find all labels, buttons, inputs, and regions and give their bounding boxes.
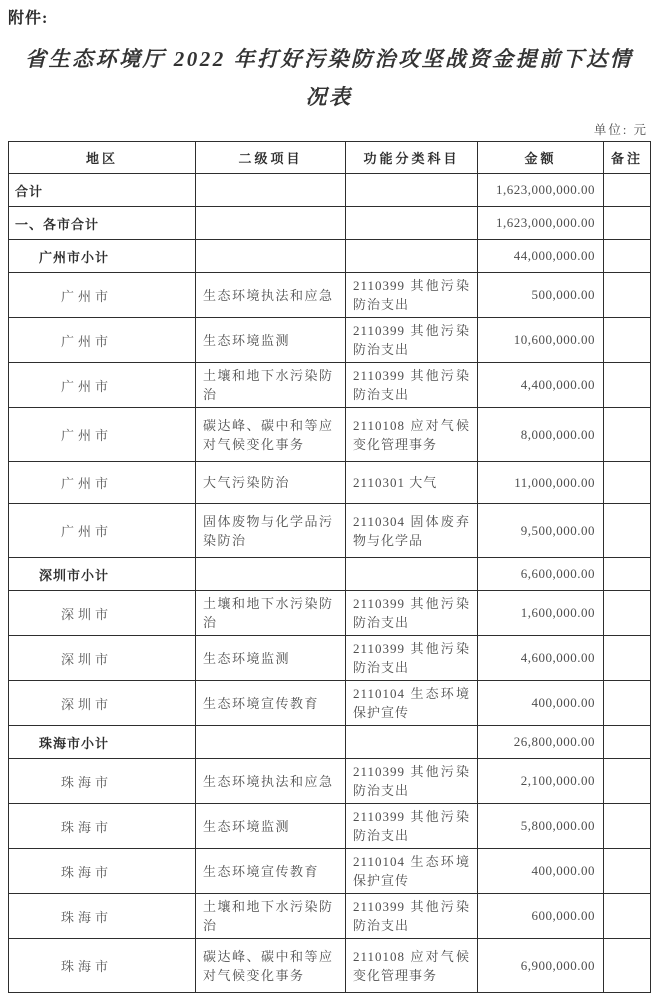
column-header-region: 地区 [9, 142, 196, 174]
region-cell: 广州市小计 [9, 240, 196, 273]
note-cell [604, 363, 651, 408]
project-cell [196, 207, 346, 240]
note-cell [604, 636, 651, 681]
subject-cell: 2110399 其他污染防治支出 [346, 591, 478, 636]
table-row [9, 636, 651, 681]
subject-cell [346, 240, 478, 273]
allocation-table [8, 141, 651, 993]
column-header-subject: 功能分类科目 [346, 142, 478, 174]
project-cell: 生态环境监测 [196, 318, 346, 363]
table-row [9, 318, 651, 363]
subject-cell: 2110104 生态环境保护宣传 [346, 849, 478, 894]
region-cell: 一、各市合计 [9, 207, 196, 240]
amount-cell: 5,800,000.00 [478, 804, 604, 849]
project-cell [196, 558, 346, 591]
table-row [9, 759, 651, 804]
project-cell: 碳达峰、碳中和等应对气候变化事务 [196, 939, 346, 993]
table-row [9, 681, 651, 726]
table-row [9, 462, 651, 504]
region-cell: 珠海市小计 [9, 726, 196, 759]
amount-cell: 1,600,000.00 [478, 591, 604, 636]
amount-cell: 10,600,000.00 [478, 318, 604, 363]
amount-cell: 11,000,000.00 [478, 462, 604, 504]
amount-cell: 8,000,000.00 [478, 408, 604, 462]
amount-cell: 6,600,000.00 [478, 558, 604, 591]
subject-cell: 2110399 其他污染防治支出 [346, 759, 478, 804]
amount-cell: 44,000,000.00 [478, 240, 604, 273]
subject-cell: 2110301 大气 [346, 462, 478, 504]
note-cell [604, 558, 651, 591]
project-cell [196, 726, 346, 759]
amount-cell: 4,600,000.00 [478, 636, 604, 681]
attachment-label: 附件: [8, 10, 49, 27]
subject-cell [346, 207, 478, 240]
subject-cell: 2110304 固体废弃物与化学品 [346, 504, 478, 558]
table-row [9, 174, 651, 207]
region-cell: 珠海市 [9, 759, 196, 804]
table-row [9, 804, 651, 849]
subject-cell: 2110399 其他污染防治支出 [346, 804, 478, 849]
region-cell: 珠海市 [9, 939, 196, 993]
region-cell: 深圳市 [9, 636, 196, 681]
amount-cell: 1,623,000,000.00 [478, 207, 604, 240]
region-cell: 广州市 [9, 363, 196, 408]
project-cell: 生态环境监测 [196, 804, 346, 849]
column-header-project: 二级项目 [196, 142, 346, 174]
amount-cell: 6,900,000.00 [478, 939, 604, 993]
amount-cell: 4,400,000.00 [478, 363, 604, 408]
project-cell: 生态环境执法和应急 [196, 759, 346, 804]
note-cell [604, 240, 651, 273]
subject-cell: 2110104 生态环境保护宣传 [346, 681, 478, 726]
region-cell: 深圳市 [9, 681, 196, 726]
region-cell: 广州市 [9, 318, 196, 363]
amount-cell: 500,000.00 [478, 273, 604, 318]
table-row [9, 504, 651, 558]
subject-cell: 2110108 应对气候变化管理事务 [346, 408, 478, 462]
project-cell: 生态环境宣传教育 [196, 681, 346, 726]
amount-cell: 400,000.00 [478, 849, 604, 894]
project-cell: 土壤和地下水污染防治 [196, 363, 346, 408]
project-cell: 固体废物与化学品污染防治 [196, 504, 346, 558]
table-row [9, 363, 651, 408]
region-cell: 广州市 [9, 408, 196, 462]
note-cell [604, 849, 651, 894]
note-cell [604, 408, 651, 462]
note-cell [604, 462, 651, 504]
subject-cell [346, 558, 478, 591]
column-header-note: 备注 [604, 142, 651, 174]
note-cell [604, 273, 651, 318]
region-cell: 珠海市 [9, 894, 196, 939]
subject-cell: 2110399 其他污染防治支出 [346, 363, 478, 408]
note-cell [604, 804, 651, 849]
project-cell: 生态环境执法和应急 [196, 273, 346, 318]
note-cell [604, 318, 651, 363]
amount-cell: 600,000.00 [478, 894, 604, 939]
table-row [9, 207, 651, 240]
document-title: 省生态环境厅 2022 年打好污染防治攻坚战资金提前下达情况表 [25, 47, 633, 109]
note-cell [604, 591, 651, 636]
column-header-amount: 金额 [478, 142, 604, 174]
amount-cell: 9,500,000.00 [478, 504, 604, 558]
region-cell: 深圳市小计 [9, 558, 196, 591]
project-cell [196, 240, 346, 273]
subject-cell [346, 726, 478, 759]
table-row [9, 273, 651, 318]
unit-label: 单位: 元 [593, 123, 648, 137]
table-row [9, 240, 651, 273]
region-cell: 珠海市 [9, 804, 196, 849]
region-cell: 广州市 [9, 504, 196, 558]
note-cell [604, 726, 651, 759]
table-row [9, 849, 651, 894]
region-cell: 广州市 [9, 273, 196, 318]
note-cell [604, 207, 651, 240]
subject-cell: 2110399 其他污染防治支出 [346, 636, 478, 681]
subject-cell: 2110108 应对气候变化管理事务 [346, 939, 478, 993]
table-header-row [9, 142, 651, 174]
amount-cell: 400,000.00 [478, 681, 604, 726]
amount-cell: 1,623,000,000.00 [478, 174, 604, 207]
table-row [9, 591, 651, 636]
project-cell: 土壤和地下水污染防治 [196, 894, 346, 939]
region-cell: 广州市 [9, 462, 196, 504]
subject-cell: 2110399 其他污染防治支出 [346, 273, 478, 318]
table-row [9, 408, 651, 462]
table-row [9, 726, 651, 759]
note-cell [604, 504, 651, 558]
note-cell [604, 174, 651, 207]
project-cell: 土壤和地下水污染防治 [196, 591, 346, 636]
note-cell [604, 939, 651, 993]
project-cell: 碳达峰、碳中和等应对气候变化事务 [196, 408, 346, 462]
amount-cell: 2,100,000.00 [478, 759, 604, 804]
amount-cell: 26,800,000.00 [478, 726, 604, 759]
project-cell: 生态环境宣传教育 [196, 849, 346, 894]
subject-cell: 2110399 其他污染防治支出 [346, 894, 478, 939]
project-cell [196, 174, 346, 207]
region-cell: 合计 [9, 174, 196, 207]
table-row [9, 558, 651, 591]
note-cell [604, 894, 651, 939]
region-cell: 深圳市 [9, 591, 196, 636]
table-row [9, 939, 651, 993]
region-cell: 珠海市 [9, 849, 196, 894]
project-cell: 生态环境监测 [196, 636, 346, 681]
project-cell: 大气污染防治 [196, 462, 346, 504]
subject-cell: 2110399 其他污染防治支出 [346, 318, 478, 363]
note-cell [604, 681, 651, 726]
note-cell [604, 759, 651, 804]
subject-cell [346, 174, 478, 207]
table-row [9, 894, 651, 939]
